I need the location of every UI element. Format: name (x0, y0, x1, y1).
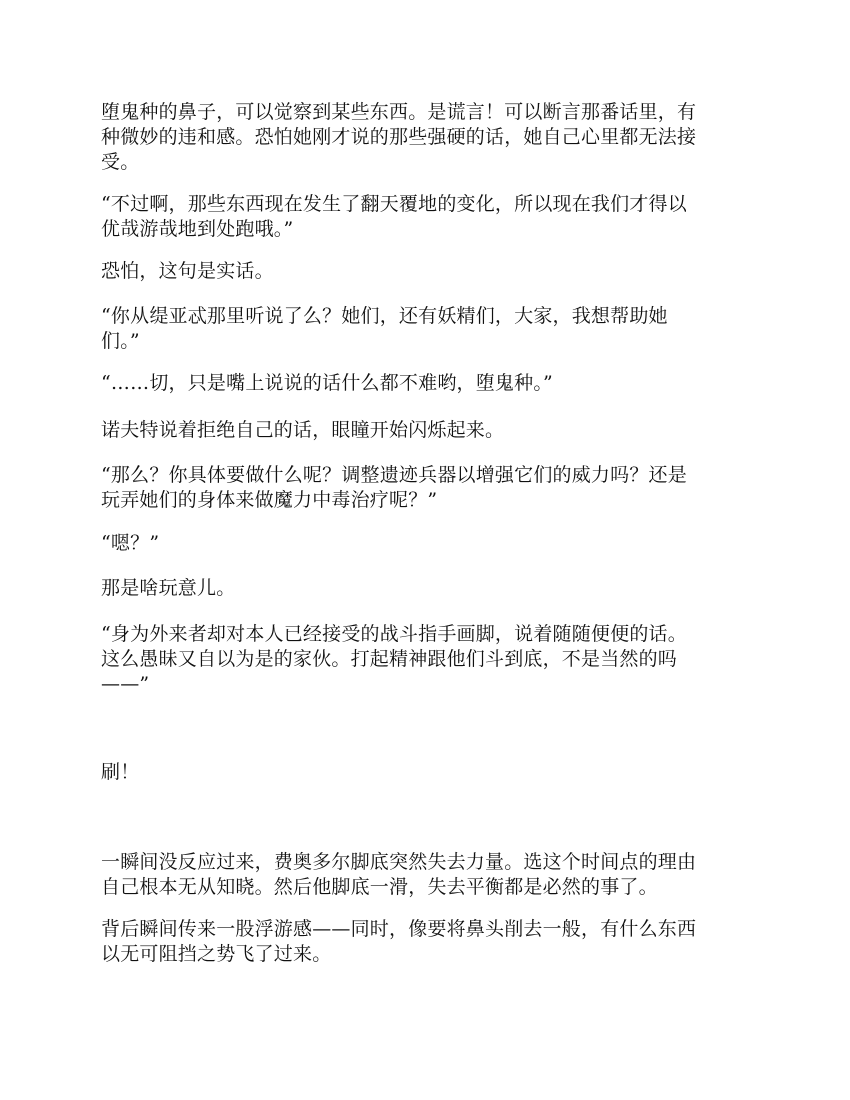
paragraph-8: “嗯？” (101, 532, 160, 554)
paragraph-3: 恐怕，这句是实话。 (101, 260, 274, 282)
paragraph-1: 堕鬼种的鼻子，可以觉察到某些东西。是谎言！可以断言那番话里，有 种微妙的违和感。恐怕她刚才说的那些强硬的话，她自己心里都无法接 受。 (101, 101, 697, 173)
paragraph-10: “身为外来者却对本人已经接受的战斗指手画脚，说着随随便便的话。 这么愚昧又自以为是的家伙。打起精神跟他们斗到底，不是当然的吗 ——” (101, 623, 687, 695)
paragraph-4: “你从缇亚忒那里听说了么？她们，还有妖精们，大家，我想帮助她 们。” (101, 305, 668, 352)
paragraph-2: “不过啊，那些东西现在发生了翻天覆地的变化，所以现在我们才得以 优哉游哉地到处跑哦。” (101, 193, 687, 240)
paragraph-7: “那么？你具体要做什么呢？调整遗迹兵器以增强它们的威力吗？还是 玩弄她们的身体来做魔力中毒治疗呢？” (101, 464, 687, 511)
paragraph-13: 背后瞬间传来一股浮游感——同时，像要将鼻头削去一般，有什么东西 以无可阻挡之势飞了过来。 (101, 918, 697, 965)
paragraph-5: “……切，只是嘴上说说的话什么都不难哟，堕鬼种。” (101, 372, 553, 394)
paragraph-12: 一瞬间没反应过来，费奥多尔脚底突然失去力量。选这个时间点的理由 自己根本无从知晓。然后他脚底一滑，失去平衡都是必然的事了。 (101, 851, 697, 898)
paragraph-11: 刷！ (101, 761, 140, 783)
paragraph-9: 那是啥玩意儿。 (101, 577, 236, 599)
paragraph-6: 诺夫特说着拒绝自己的话，眼瞳开始闪烁起来。 (101, 419, 505, 441)
